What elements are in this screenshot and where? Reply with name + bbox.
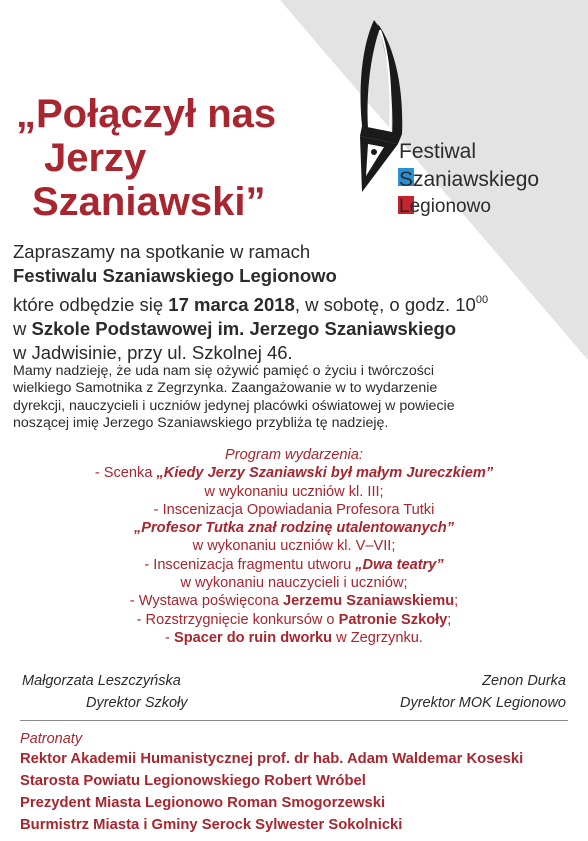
title-line-2: Jerzy [44,136,147,180]
program-item-1-prefix: - Scenka [94,465,157,482]
program-item-3-title: „Dwa teatry” [355,556,444,573]
paragraph-line-4: noszącej imię Jerzego Szaniawskiego przybliża tę nadzieję. [13,415,389,432]
invite-date-prefix: które odbędzie się [13,294,169,315]
patrons-section [20,730,580,836]
logo-line-legionowo: Legionowo [399,196,491,217]
program-item-5-prefix: - Rozstrzygnięcie konkursów o [136,611,339,628]
signature-right [400,670,566,714]
program-item-3 [0,556,588,574]
venue-name: Szkole Podstawowej im. Jerzego Szaniawskiego [31,318,457,339]
event-date: 17 marca 2018 [168,294,295,315]
invite-line-4 [13,317,583,341]
program-item-5-subject: Patronie Szkoły [338,611,448,628]
program-item-4-prefix: - Wystawa poświęcona [129,593,283,610]
program-item-5 [0,611,588,629]
logo-line-festiwal: Festiwal [399,140,477,163]
program-item-1 [0,464,588,482]
program-item-5-suffix: ; [447,611,452,628]
event-title [14,92,314,224]
patron-item: Burmistrz Miasta i Gminy Serock Sylwester Sokolnicki [20,817,403,833]
program-item-1-title: „Kiedy Jerzy Szaniawski był małym Jureczkiem” [156,465,494,482]
patrons-heading: Patronaty [20,731,83,747]
signature-left [22,670,188,714]
program-item-3-detail: w wykonaniu nauczycieli i uczniów; [180,575,408,592]
logo-line-szaniawskiego: Szaniawskiego [399,168,540,191]
signature-right-name: Zenon Durka [482,673,566,689]
invite-line-5: w Jadwisinie, przy ul. Szkolnej 46. [13,342,293,363]
festival-name: Festiwalu Szaniawskiego Legionowo [13,265,337,286]
program-heading: Program wydarzenia: [225,447,363,463]
invite-line-3 [13,288,583,317]
paragraph-line-3: dyrekcji, nauczycieli i uczniów jedynej placówki oświatowej w powiecie [13,397,455,414]
title-line-1: „Połączył nas [16,92,277,136]
title-line-3: Szaniawski” [32,180,266,224]
invite-line-2 [13,264,583,288]
signature-left-role: Dyrektor Szkoły [86,695,188,711]
invitation-block [13,240,583,365]
program-item-2-detail: w wykonaniu uczniów kl. V–VII; [192,538,396,555]
signature-left-name: Małgorzata Leszczyńska [22,673,181,689]
paragraph-line-2: wielkiego Samotnika z Zegrzynka. Zaangażowanie w to wydarzenie [13,380,438,397]
program-item-6-subject: Spacer do ruin dworku [173,629,333,646]
program-item-1-detail: w wykonaniu uczniów kl. III; [204,483,384,500]
signature-right-role: Dyrektor MOK Legionowo [399,695,566,711]
patron-item: Prezydent Miasta Legionowo Roman Smogorzewski [20,795,386,811]
invite-line-1: Zapraszamy na spotkanie w ramach [13,241,311,262]
program-item-2-title: „Profesor Tutka znał rodzinę utalentowanych” [133,520,455,537]
patron-item: Rektor Akademii Humanistycznej prof. dr hab. Adam Waldemar Koseski [20,751,524,767]
program-item-2: - Inscenizacja Opowiadania Profesora Tutki [153,501,435,518]
invite-venue-prefix: w [13,318,32,339]
program-item-3-prefix: - Inscenizacja fragmentu utworu [144,556,356,573]
event-time-text: , w sobotę, o godz. 10 [294,294,476,315]
program-item-6 [0,629,588,647]
program-item-6-prefix: - [165,629,174,646]
event-program [0,446,588,647]
program-item-6-suffix: w Zegrzynku. [332,629,423,646]
program-item-4 [0,592,588,610]
divider-line [20,720,568,721]
description-paragraph [13,363,573,433]
event-time-minutes: 00 [475,294,489,306]
patron-item: Starosta Powiatu Legionowskiego Robert Wróbel [20,773,366,789]
program-item-4-subject: Jerzemu Szaniawskiemu [282,593,455,610]
paragraph-line-1: Mamy nadzieję, że uda nam się ożywić pamięć o życiu i twórczości [13,363,435,379]
program-item-4-suffix: ; [454,593,459,610]
